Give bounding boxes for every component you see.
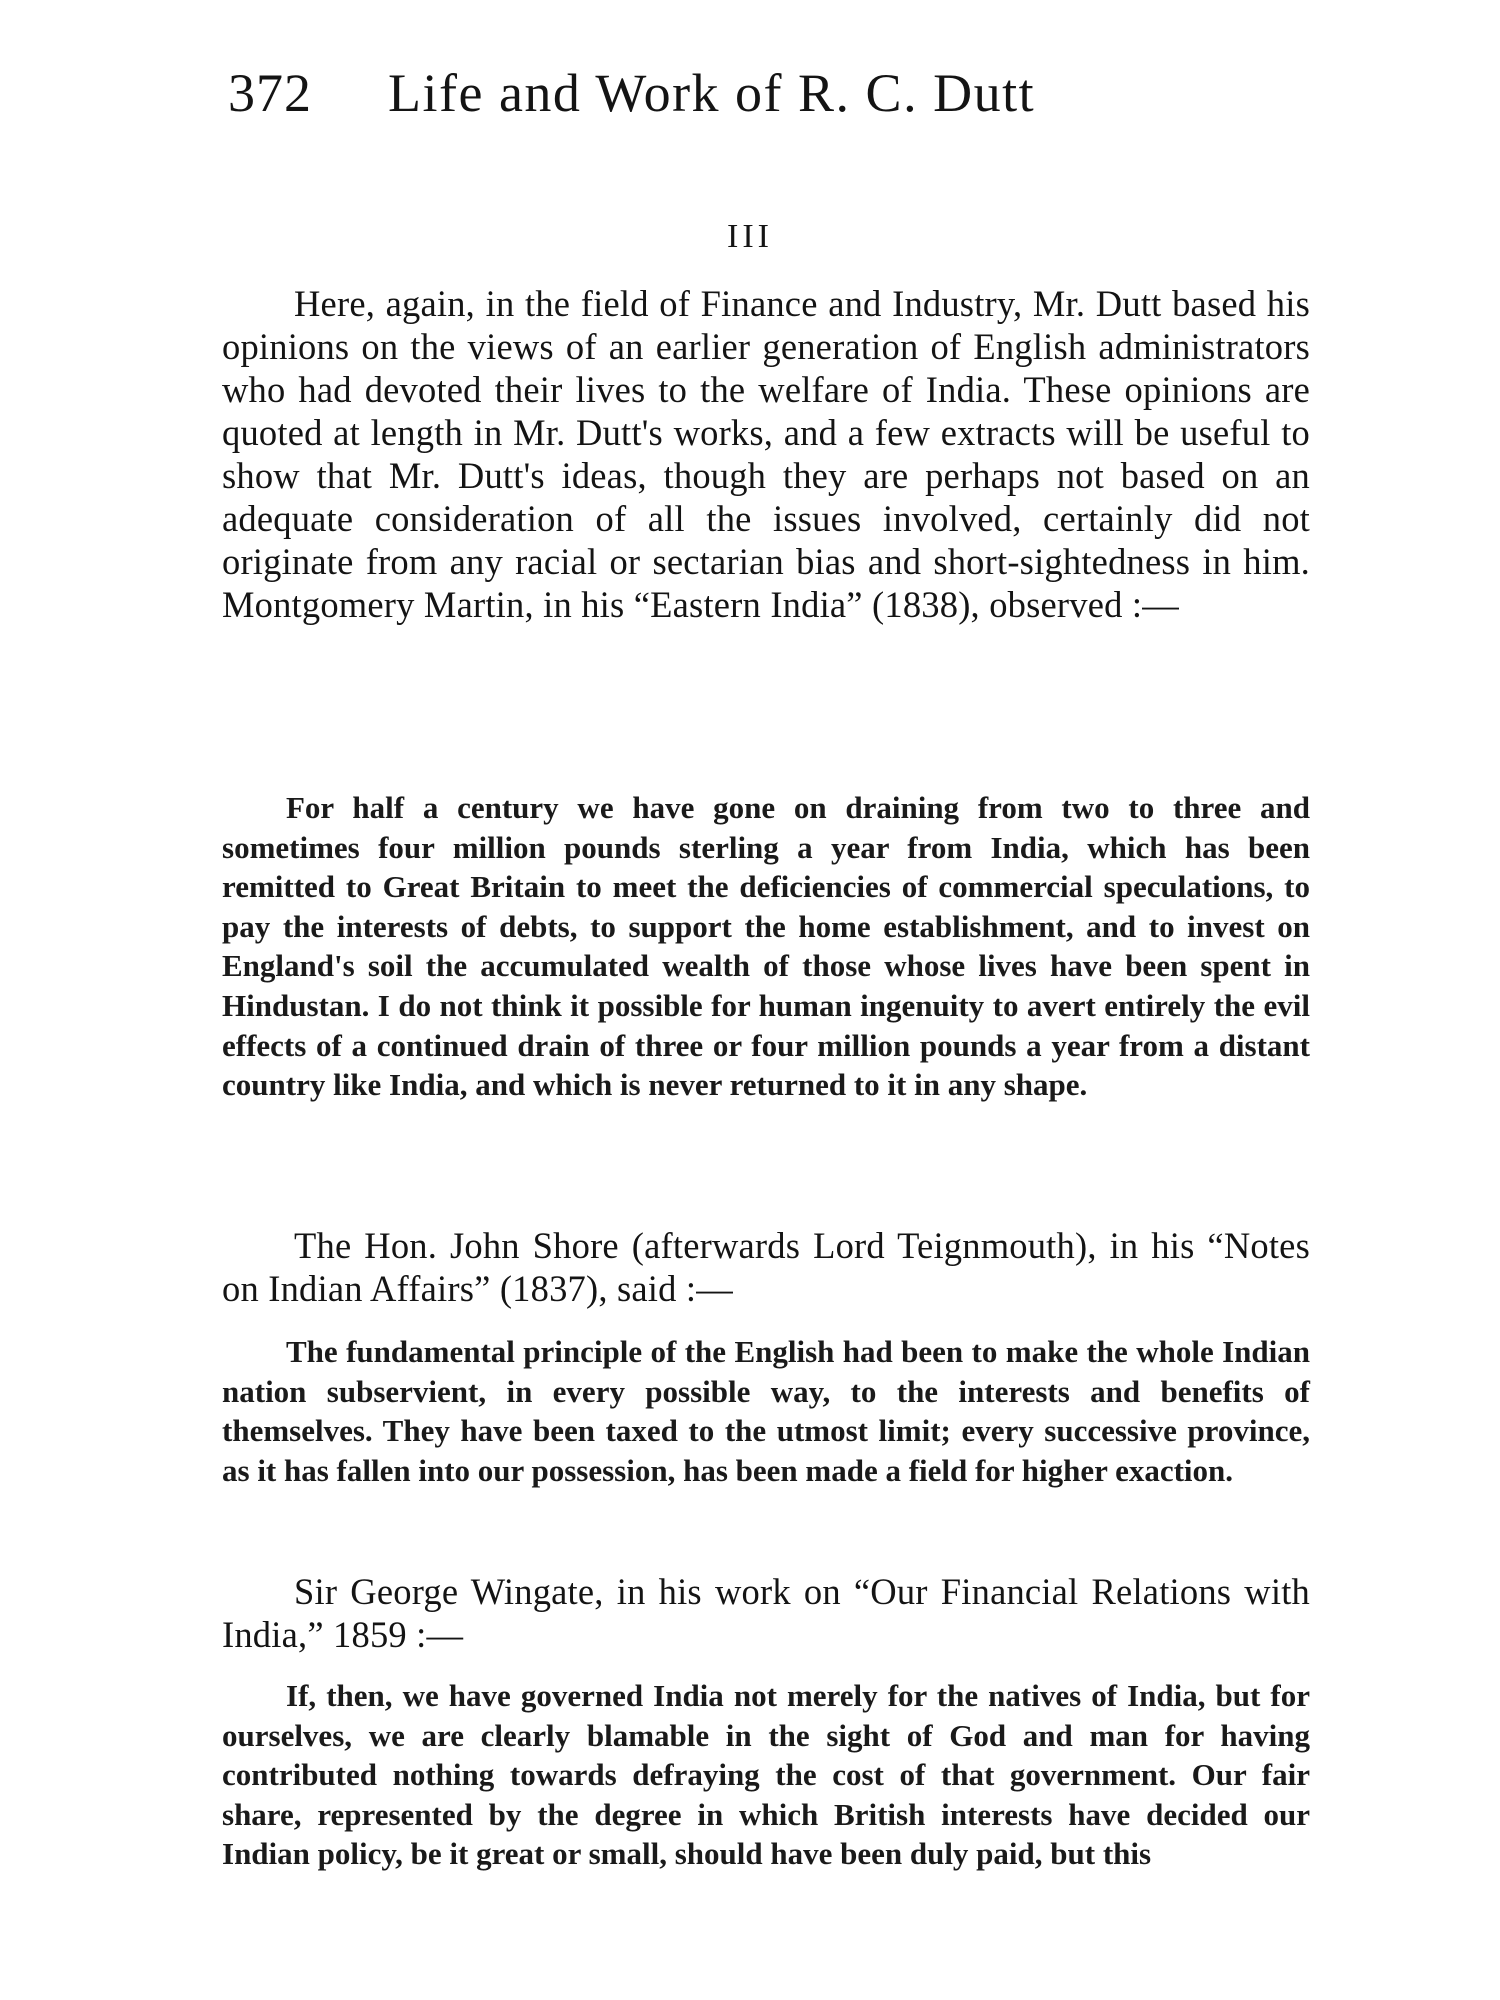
section-heading: III	[727, 218, 773, 255]
running-head	[228, 58, 1308, 128]
block-quote-martin: For half a century we have gone on draining from two to three and sometimes four million pounds sterling a year from India, which has been remitted to Great Britain to meet the deficiencies of commercial speculations, to pay the interests of debts, to support the home establishment, and to invest on England's soil the accumulated wealth of those whose lives have been spent in Hindustan. I do not think it possible for human ingenuity to avert entirely the evil effects of a continued drain of three or four million pounds a year from a distant country like India, and which is never returned to it in any shape.	[222, 790, 1310, 1103]
book-title: Life and Work of R. C. Dutt	[388, 63, 1036, 123]
body-paragraph-3: Sir George Wingate, in his work on “Our Financial Relations with India,” 1859 :—	[222, 1571, 1310, 1655]
body-paragraph-1: Here, again, in the field of Finance and Industry, Mr. Dutt based his opinions on the views of an earlier generation of English administrators who had devoted their lives to the welfare of India. These opinions are quoted at length in Mr. Dutt's works, and a few extracts will be useful to show that Mr. Dutt's ideas, though they are perhaps not based on an adequate consideration of all the issues involved, certainly did not originate from any racial or sectarian bias and short-sightedness in him. Montgomery Martin, in his “Eastern India” (1838), observed :—	[222, 283, 1310, 625]
block-quote-wingate: If, then, we have governed India not merely for the natives of India, but for ourselves, we are clearly blamable in the sight of God and man for having contributed nothing towards defraying the cost of that government. Our fair share, represented by the degree in which British interests have decided our Indian policy, be it great or small, should have been duly paid, but this	[222, 1678, 1310, 1872]
body-paragraph-2: The Hon. John Shore (afterwards Lord Teignmouth), in his “Notes on Indian Affairs” (1837), said :—	[222, 1225, 1310, 1309]
page-number: 372	[228, 63, 312, 123]
block-quote-shore: The fundamental principle of the English had been to make the whole Indian nation subservient, in every possible way, to the interests and benefits of themselves. They have been taxed to the utmost limit; every successive province, as it has fallen into our possession, has been made a field for higher exaction.	[222, 1334, 1310, 1488]
